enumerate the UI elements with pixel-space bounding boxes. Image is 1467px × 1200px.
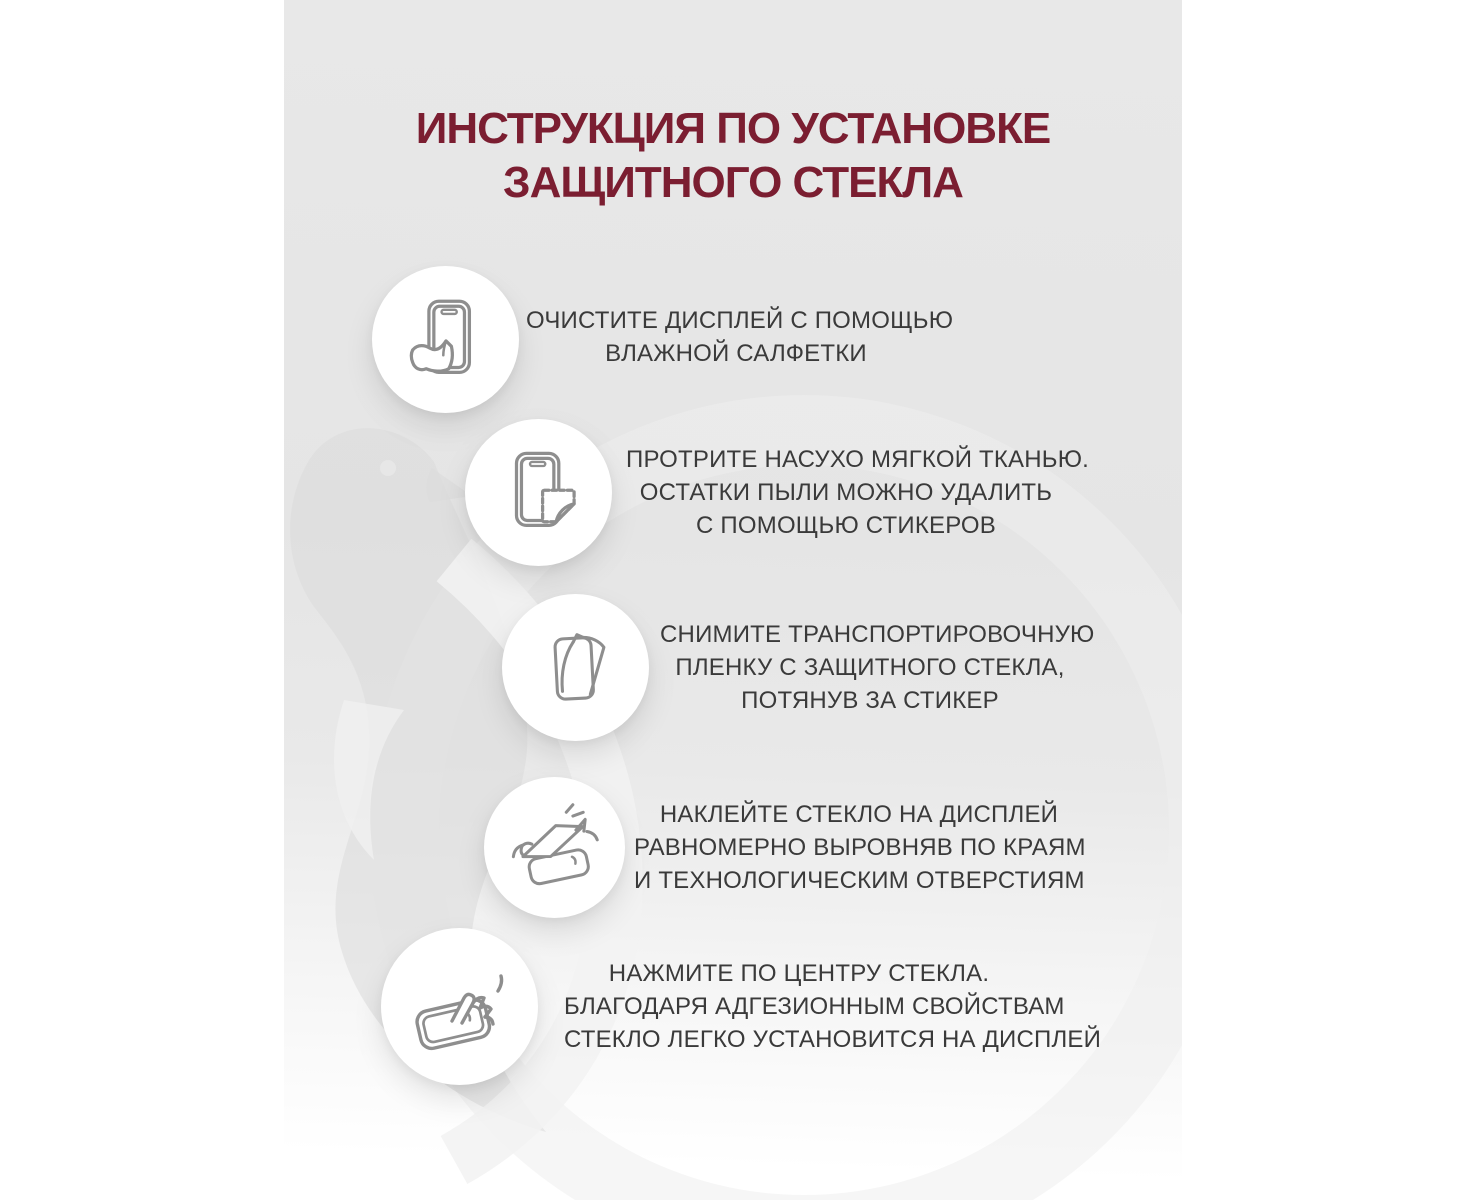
- hands-align-glass-icon: [508, 801, 602, 895]
- step-2-icon-circle: [465, 419, 612, 566]
- title-line-1: ИНСТРУКЦИЯ ПО УСТАНОВКЕ: [415, 104, 1051, 153]
- step-4-line: И ТЕХНОЛОГИЧЕСКИМ ОТВЕРСТИЯМ: [634, 867, 1085, 894]
- phone-wet-wipe-icon: [401, 295, 491, 385]
- step-1-line: ОЧИСТИТЕ ДИСПЛЕЙ С ПОМОЩЬЮ: [526, 307, 954, 334]
- step-4-icon-circle: [484, 777, 625, 918]
- step-2-text: [626, 443, 1090, 542]
- step-3-icon-circle: [502, 594, 649, 741]
- step-5-text: [564, 957, 1102, 1056]
- step-2-line: С ПОМОЩЬЮ СТИКЕРОВ: [696, 512, 996, 539]
- step-1-line: ВЛАЖНОЙ САЛФЕТКИ: [605, 340, 867, 367]
- phone-dry-cloth-sticker-icon: [494, 448, 584, 538]
- step-3-text: [660, 618, 1095, 717]
- step-3-line: ПОТЯНУВ ЗА СТИКЕР: [741, 687, 999, 714]
- step-1-text: [526, 304, 954, 370]
- step-4-line: НАКЛЕЙТЕ СТЕКЛО НА ДИСПЛЕЙ: [659, 801, 1059, 828]
- peel-transport-film-icon: [531, 623, 621, 713]
- step-4-text: [634, 798, 1084, 897]
- step-3-line: ПЛЕНКУ С ЗАЩИТНОГО СТЕКЛА,: [675, 654, 1065, 681]
- title-line-2: ЗАЩИТНОГО СТЕКЛА: [503, 158, 963, 207]
- step-4-line: РАВНОМЕРНО ВЫРОВНЯВ ПО КРАЯМ: [634, 834, 1086, 861]
- step-2-line: ОСТАТКИ ПЫЛИ МОЖНО УДАЛИТЬ: [639, 479, 1053, 506]
- step-1-icon-circle: [372, 266, 519, 413]
- step-5-line: НАЖМИТЕ ПО ЦЕНТРУ СТЕКЛА.: [608, 960, 990, 987]
- finger-press-center-icon: [410, 957, 510, 1057]
- instruction-card: [284, 0, 1182, 1200]
- step-3-line: СНИМИТЕ ТРАНСПОРТИРОВОЧНУЮ: [660, 621, 1095, 648]
- step-5-line: БЛАГОДАРЯ АДГЕЗИОННЫМ СВОЙСТВАМ: [564, 993, 1065, 1020]
- step-2-line: ПРОТРИТЕ НАСУХО МЯГКОЙ ТКАНЬЮ.: [626, 446, 1090, 473]
- step-5-icon-circle: [381, 928, 538, 1085]
- step-5-line: СТЕКЛО ЛЕГКО УСТАНОВИТСЯ НА ДИСПЛЕЙ: [564, 1026, 1102, 1053]
- page-title: [284, 102, 1182, 210]
